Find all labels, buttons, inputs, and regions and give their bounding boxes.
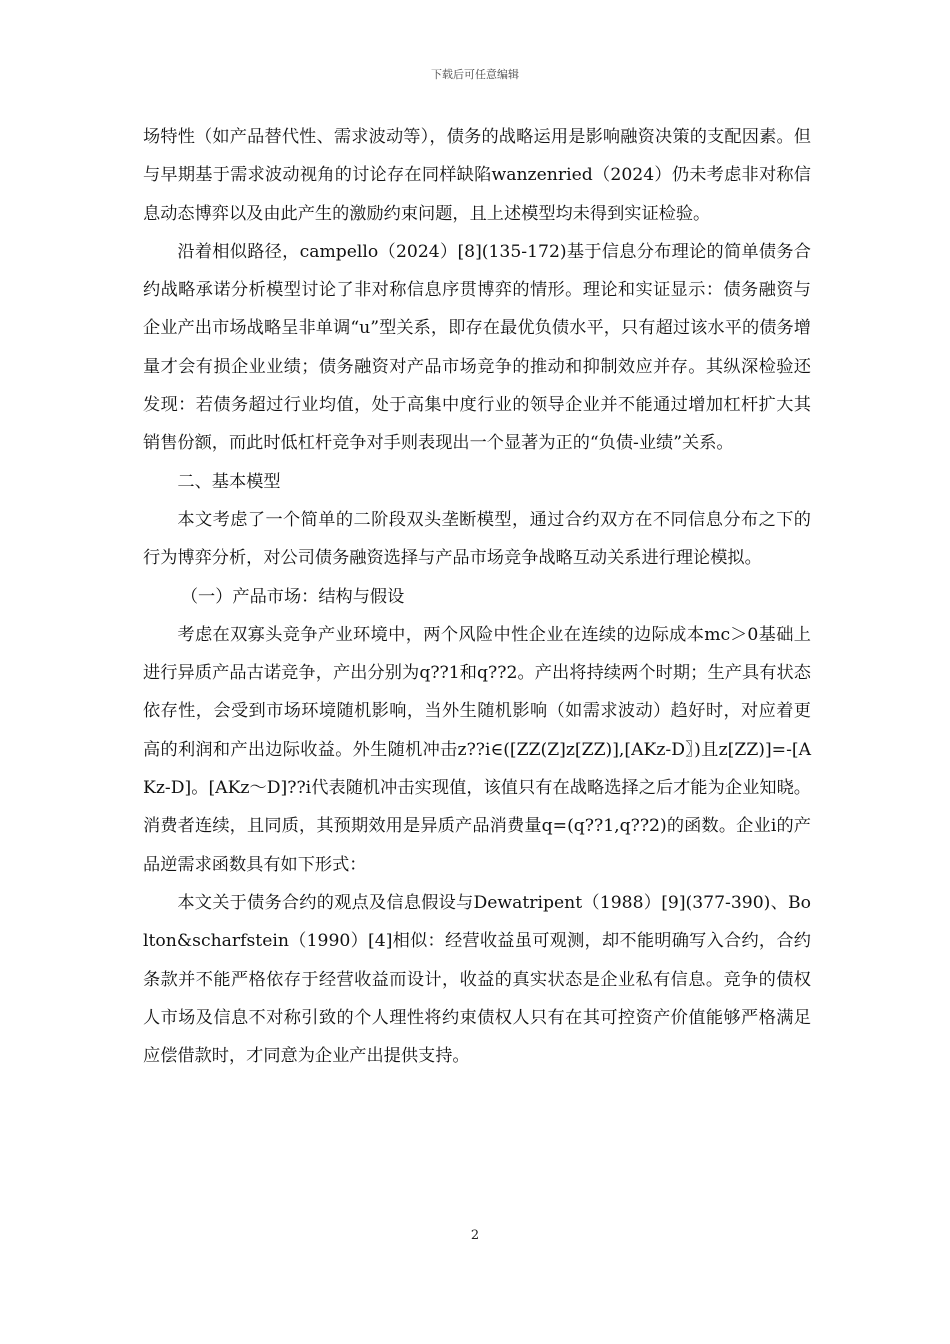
paragraph: 本文考虑了一个简单的二阶段双头垄断模型，通过合约双方在不同信息分布之下的行为博弈分析，对公司债务融资选择与产品市场竞争战略互动关系进行理论模拟。 [143,509,811,569]
page-header: 下载后可任意编辑 [431,68,519,81]
paragraph: 本文关于债务合约的观点及信息假设与Dewatripent（1988）[9](377-390)、Bolton&scharfstein（1990）[4]相似：经营收益虽可观测，却不能明确写入合约，合约条款并不能严格依存于经营收益而设计，收益的真实状态是企业私有信息。竞争的债权人市场及信息不对称引致的个人理性将约束债权人只有在其可控资产价值能够严格满足应偿借款时，才同意为企业产出提供支持。 [143,892,811,1067]
section-heading: 二、基本模型 [177,471,281,492]
paragraph: 考虑在双寡头竞争产业环境中，两个风险中性企业在连续的边际成本mc＞0基础上进行异质产品古诺竞争，产出分别为q??1和q??2。产出将持续两个时期；生产具有状态依存性，会受到市场环境随机影响，当外生随机影响（如需求波动）趋好时，对应着更高的利润和产出边际收益。外生随机冲击z??i∈([ZZ(Z]z[ZZ)],[AKz-D〗)且z[ZZ)]=-[AKz-D]。[AKz～D]??i代表随机冲击实现值，该值只有在战略选择之后才能为企业知晓。消费者连续，且同质，其预期效用是异质产品消费量q=(q??1,q??2)的函数。企业i的产品逆需求函数具有如下形式： [143,624,811,875]
paragraph: 场特性（如产品替代性、需求波动等），债务的战略运用是影响融资决策的支配因素。但与早期基于需求波动视角的讨论存在同样缺陷wanzenried（2024）仍未考虑非对称信息动态博弈以及由此产生的激励约束问题，且上述模型均未得到实证检验。 [143,127,811,224]
paragraph: 沿着相似路径，campello（2024）[8](135-172)基于信息分布理论的简单债务合约战略承诺分析模型讨论了非对称信息序贯博弈的情形。理论和实证显示：债务融资与企业产出市场战略呈非单调“u”型关系，即存在最优负债水平，只有超过该水平的债务增量才会有损企业业绩；债务融资对产品市场竞争的推动和抑制效应并存。其纵深检验还发现：若债务超过行业均值，处于高集中度行业的领导企业并不能通过增加杠杆扩大其销售份额，而此时低杠杆竞争对手则表现出一个显著为正的“负债-业绩”关系。 [143,241,811,454]
subsection-heading: （一）产品市场：结构与假设 [180,586,405,607]
page-number: 2 [470,1228,480,1243]
document-body [143,118,811,1075]
